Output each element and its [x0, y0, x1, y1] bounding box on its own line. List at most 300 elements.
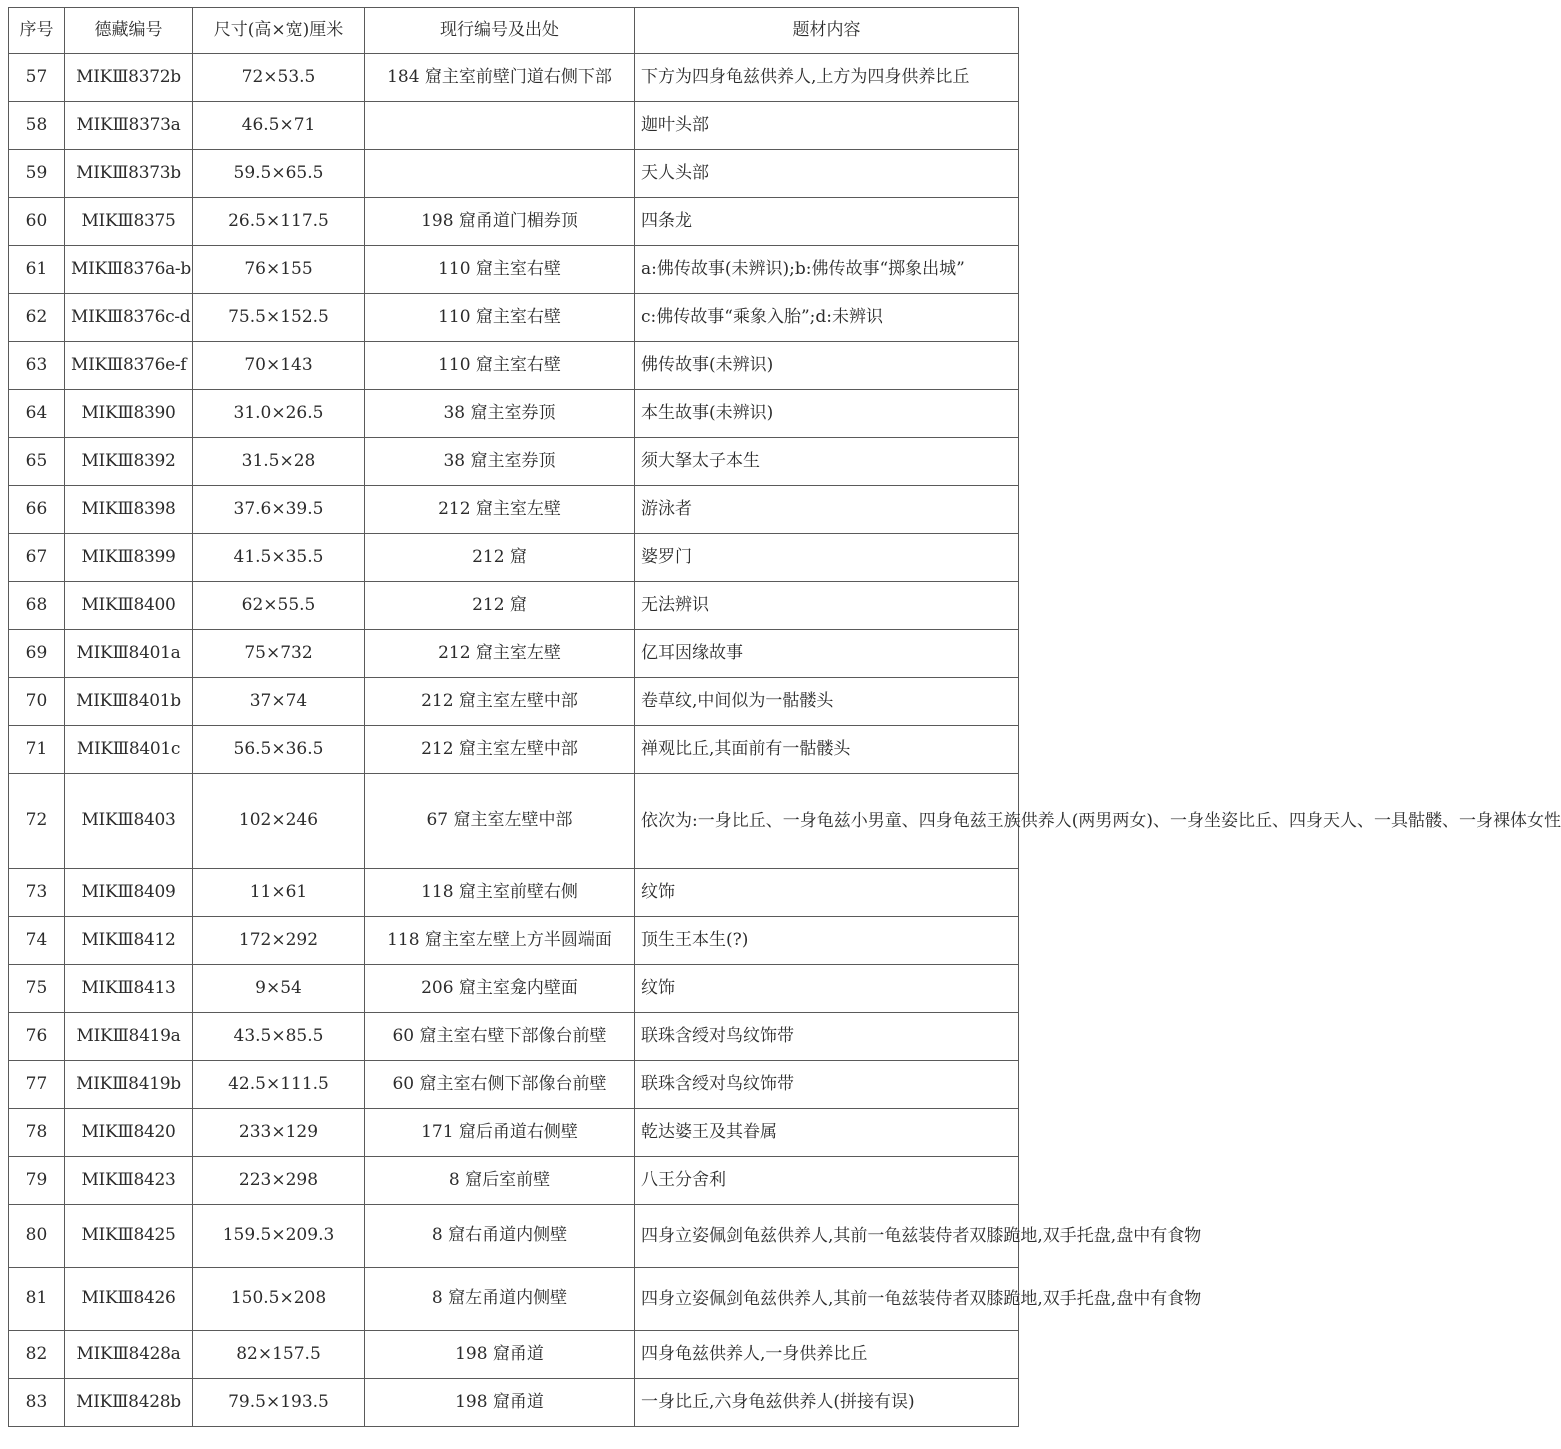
- subject-cell: [635, 1268, 1202, 1331]
- subject-cell: [635, 246, 1019, 294]
- german-id-cell: [65, 965, 193, 1013]
- subject-cell-text: 联珠含绶对鸟纹饰带: [641, 1026, 794, 1046]
- subject-cell-text: 卷草纹,中间似为一骷髅头: [641, 691, 834, 711]
- table-row: [9, 630, 1019, 678]
- location-cell: [365, 390, 635, 438]
- location-cell: [365, 1157, 635, 1205]
- german-id-cell: [65, 1061, 193, 1109]
- german-id-cell-text: MIKⅢ8376a-b: [71, 258, 191, 279]
- german-id-cell: [65, 869, 193, 917]
- table-row: [9, 246, 1019, 294]
- german-id-cell: [65, 246, 193, 294]
- subject-cell: [635, 54, 1019, 102]
- subject-cell-text: 四身龟兹供养人,一身供养比丘: [641, 1344, 868, 1364]
- row-number-cell: [9, 150, 65, 198]
- location-cell-text: 8 窟右甬道内侧壁: [431, 1225, 568, 1246]
- size-cell-text: 31.5×28: [241, 450, 316, 471]
- table-row: [9, 1379, 1019, 1427]
- german-id-cell: [65, 54, 193, 102]
- location-cell: [365, 1013, 635, 1061]
- location-cell: [365, 1379, 635, 1427]
- german-id-cell: [65, 1379, 193, 1427]
- location-cell: [365, 246, 635, 294]
- header-subject: 题材内容: [635, 8, 1019, 54]
- row-number-cell: [9, 54, 65, 102]
- size-cell: [193, 246, 365, 294]
- row-number-cell-text: 62: [25, 306, 48, 327]
- subject-cell: [635, 678, 1019, 726]
- german-id-cell-text: MIKⅢ8419a: [76, 1025, 181, 1046]
- location-cell-text: 38 窟主室券顶: [443, 450, 556, 471]
- german-id-cell-text: MIKⅢ8412: [81, 929, 176, 950]
- german-id-cell-text: MIKⅢ8419b: [76, 1073, 181, 1094]
- row-number-cell-text: 72: [25, 810, 48, 831]
- location-cell: [365, 917, 635, 965]
- table-row: [9, 390, 1019, 438]
- location-cell-text: 212 窟: [472, 546, 527, 567]
- german-id-cell-text: MIKⅢ8423: [81, 1169, 176, 1190]
- row-number-cell: [9, 917, 65, 965]
- subject-cell: [635, 1061, 1019, 1109]
- location-cell: [365, 678, 635, 726]
- size-cell-text: 56.5×36.5: [233, 738, 324, 759]
- row-number-cell: [9, 869, 65, 917]
- subject-cell: [635, 438, 1019, 486]
- location-cell: [365, 102, 635, 150]
- subject-cell-text: 天人头部: [641, 163, 709, 183]
- subject-cell: [635, 1157, 1019, 1205]
- location-cell: [365, 869, 635, 917]
- row-number-cell: [9, 1379, 65, 1427]
- table-row: [9, 774, 1019, 869]
- german-id-cell: [65, 1331, 193, 1379]
- subject-cell-text: 下方为四身龟兹供养人,上方为四身供养比丘: [641, 67, 970, 87]
- subject-cell: [635, 1379, 1019, 1427]
- location-cell: [365, 1331, 635, 1379]
- subject-cell: [635, 534, 1019, 582]
- row-number-cell-text: 60: [25, 210, 48, 231]
- subject-cell-text: 四条龙: [641, 211, 692, 231]
- location-cell: [365, 774, 635, 869]
- german-id-cell: [65, 1268, 193, 1331]
- location-cell: [365, 342, 635, 390]
- size-cell: [193, 965, 365, 1013]
- german-id-cell-text: MIKⅢ8376e-f: [71, 354, 187, 375]
- subject-cell-text: 四身立姿佩剑龟兹供养人,其前一龟兹装侍者双膝跪地,双手托盘,盘中有食物: [641, 1225, 1202, 1246]
- subject-cell: [635, 150, 1019, 198]
- size-cell-text: 42.5×111.5: [228, 1073, 329, 1094]
- german-id-cell: [65, 150, 193, 198]
- size-cell-text: 172×292: [238, 929, 319, 950]
- german-id-cell-text: MIKⅢ8376c-d: [71, 306, 191, 327]
- subject-cell: [635, 1109, 1019, 1157]
- location-cell-text: 212 窟: [472, 594, 527, 615]
- table-row: [9, 1109, 1019, 1157]
- table-row: [9, 726, 1019, 774]
- subject-cell: [635, 390, 1019, 438]
- location-cell-text: 60 窟主室右壁下部像台前壁: [392, 1025, 607, 1046]
- german-id-cell-text: MIKⅢ8375: [81, 210, 176, 231]
- german-id-cell: [65, 630, 193, 678]
- size-cell: [193, 1013, 365, 1061]
- german-id-cell-text: MIKⅢ8398: [81, 498, 176, 519]
- subject-cell-text: 迦叶头部: [641, 115, 709, 135]
- size-cell: [193, 1061, 365, 1109]
- size-cell: [193, 1379, 365, 1427]
- location-cell-text: 198 窟甬道: [455, 1391, 544, 1412]
- size-cell-text: 11×61: [249, 881, 308, 902]
- row-number-cell-text: 66: [25, 498, 48, 519]
- location-cell: [365, 726, 635, 774]
- subject-cell: [635, 1013, 1019, 1061]
- row-number-cell: [9, 294, 65, 342]
- size-cell-text: 26.5×117.5: [228, 210, 329, 231]
- table-row: [9, 54, 1019, 102]
- subject-cell: [635, 726, 1019, 774]
- size-cell-text: 31.0×26.5: [233, 402, 324, 423]
- german-id-cell: [65, 438, 193, 486]
- row-number-cell-text: 67: [25, 546, 48, 567]
- row-number-cell-text: 82: [25, 1343, 48, 1364]
- size-cell-text: 102×246: [238, 810, 319, 831]
- table-row: [9, 869, 1019, 917]
- subject-cell-text: 须大拏太子本生: [641, 451, 760, 471]
- german-id-cell: [65, 726, 193, 774]
- location-cell-text: 8 窟左甬道内侧壁: [431, 1288, 568, 1309]
- subject-cell-text: 顶生王本生(?): [641, 930, 749, 950]
- size-cell-text: 233×129: [238, 1121, 319, 1142]
- table-header-row: [9, 8, 1019, 54]
- german-id-cell: [65, 342, 193, 390]
- location-cell-text: 212 窟主室左壁中部: [421, 690, 578, 711]
- german-id-cell-text: MIKⅢ8409: [81, 881, 176, 902]
- row-number-cell: [9, 1109, 65, 1157]
- table-row: [9, 534, 1019, 582]
- row-number-cell-text: 68: [25, 594, 48, 615]
- german-id-cell-text: MIKⅢ8401c: [76, 738, 181, 759]
- location-cell: [365, 198, 635, 246]
- size-cell: [193, 678, 365, 726]
- table-row: [9, 486, 1019, 534]
- header-current-location: 现行编号及出处: [365, 8, 635, 54]
- size-cell: [193, 342, 365, 390]
- row-number-cell: [9, 726, 65, 774]
- subject-cell: [635, 1331, 1019, 1379]
- german-id-cell: [65, 774, 193, 869]
- size-cell-text: 37.6×39.5: [233, 498, 324, 519]
- location-cell: [365, 1109, 635, 1157]
- location-cell-text: 118 窟主室左壁上方半圆端面: [387, 929, 612, 950]
- subject-cell-text: 无法辨识: [641, 595, 709, 615]
- size-cell: [193, 869, 365, 917]
- subject-cell-text: 一身比丘,六身龟兹供养人(拼接有误): [641, 1392, 915, 1412]
- german-id-cell: [65, 390, 193, 438]
- german-id-cell: [65, 198, 193, 246]
- size-cell: [193, 630, 365, 678]
- table-row: [9, 1013, 1019, 1061]
- table-row: [9, 198, 1019, 246]
- header-german-id: 德藏编号: [65, 8, 193, 54]
- size-cell: [193, 917, 365, 965]
- subject-cell: [635, 102, 1019, 150]
- row-number-cell-text: 79: [25, 1169, 48, 1190]
- size-cell-text: 79.5×193.5: [228, 1391, 329, 1412]
- table-row: [9, 582, 1019, 630]
- size-cell-text: 223×298: [238, 1169, 319, 1190]
- german-id-cell: [65, 486, 193, 534]
- table-row: [9, 965, 1019, 1013]
- row-number-cell: [9, 1157, 65, 1205]
- size-cell-text: 9×54: [255, 977, 302, 998]
- subject-cell-text: 婆罗门: [641, 547, 692, 567]
- row-number-cell: [9, 582, 65, 630]
- row-number-cell-text: 57: [25, 66, 48, 87]
- size-cell: [193, 534, 365, 582]
- table-row: [9, 102, 1019, 150]
- subject-cell-text: 游泳者: [641, 499, 692, 519]
- row-number-cell-text: 63: [25, 354, 48, 375]
- german-id-cell: [65, 1205, 193, 1268]
- german-id-cell-text: MIKⅢ8400: [81, 594, 176, 615]
- german-id-cell-text: MIKⅢ8390: [81, 402, 176, 423]
- row-number-cell-text: 78: [25, 1121, 48, 1142]
- row-number-cell: [9, 390, 65, 438]
- table-row: [9, 438, 1019, 486]
- subject-cell-text: 乾达婆王及其眷属: [641, 1122, 777, 1142]
- subject-cell-text: a:佛传故事(未辨识);b:佛传故事“掷象出城”: [641, 259, 965, 279]
- row-number-cell-text: 75: [25, 977, 48, 998]
- row-number-cell-text: 64: [25, 402, 48, 423]
- german-id-cell: [65, 582, 193, 630]
- german-id-cell-text: MIKⅢ8373a: [76, 114, 181, 135]
- row-number-cell-text: 83: [25, 1391, 48, 1412]
- table-row: [9, 1268, 1019, 1331]
- german-id-cell: [65, 102, 193, 150]
- row-number-cell: [9, 534, 65, 582]
- location-cell: [365, 486, 635, 534]
- header-size: 尺寸(高×宽)厘米: [193, 8, 365, 54]
- size-cell: [193, 486, 365, 534]
- size-cell-text: 59.5×65.5: [233, 162, 324, 183]
- location-cell-text: 110 窟主室右壁: [438, 258, 561, 279]
- row-number-cell: [9, 486, 65, 534]
- size-cell: [193, 774, 365, 869]
- german-id-cell: [65, 678, 193, 726]
- row-number-cell: [9, 1268, 65, 1331]
- subject-cell: [635, 198, 1019, 246]
- location-cell-text: 212 窟主室左壁: [438, 498, 561, 519]
- subject-cell-text: 本生故事(未辨识): [641, 403, 774, 423]
- row-number-cell: [9, 630, 65, 678]
- size-cell-text: 62×55.5: [241, 594, 316, 615]
- location-cell: [365, 294, 635, 342]
- row-number-cell: [9, 246, 65, 294]
- location-cell-text: 110 窟主室右壁: [438, 354, 561, 375]
- size-cell: [193, 294, 365, 342]
- table-row: [9, 150, 1019, 198]
- size-cell: [193, 198, 365, 246]
- table-row: [9, 342, 1019, 390]
- german-id-cell-text: MIKⅢ8372b: [76, 66, 181, 87]
- table-row: [9, 678, 1019, 726]
- subject-cell: [635, 774, 1561, 869]
- location-cell-text: 110 窟主室右壁: [438, 306, 561, 327]
- german-id-cell: [65, 1109, 193, 1157]
- row-number-cell-text: 80: [25, 1225, 48, 1246]
- size-cell-text: 43.5×85.5: [233, 1025, 324, 1046]
- size-cell-text: 41.5×35.5: [233, 546, 324, 567]
- size-cell-text: 46.5×71: [241, 114, 316, 135]
- german-id-cell-text: MIKⅢ8401b: [76, 690, 181, 711]
- row-number-cell: [9, 342, 65, 390]
- row-number-cell: [9, 1331, 65, 1379]
- table-row: [9, 1331, 1019, 1379]
- location-cell: [365, 965, 635, 1013]
- size-cell: [193, 1109, 365, 1157]
- subject-cell: [635, 630, 1019, 678]
- subject-cell: [635, 965, 1019, 1013]
- row-number-cell-text: 58: [25, 114, 48, 135]
- table-row: [9, 1157, 1019, 1205]
- subject-cell: [635, 486, 1019, 534]
- mural-catalog-table: [8, 7, 1561, 1427]
- location-cell: [365, 630, 635, 678]
- row-number-cell: [9, 102, 65, 150]
- row-number-cell: [9, 198, 65, 246]
- size-cell-text: 159.5×209.3: [222, 1225, 335, 1246]
- subject-cell-text: 佛传故事(未辨识): [641, 355, 774, 375]
- table-body: [9, 54, 1561, 1427]
- row-number-cell-text: 77: [25, 1073, 48, 1094]
- size-cell: [193, 390, 365, 438]
- row-number-cell-text: 74: [25, 929, 48, 950]
- size-cell-text: 76×155: [244, 258, 313, 279]
- subject-cell: [635, 917, 1019, 965]
- size-cell: [193, 1268, 365, 1331]
- subject-cell: [635, 582, 1019, 630]
- german-id-cell-text: MIKⅢ8392: [81, 450, 176, 471]
- size-cell: [193, 1205, 365, 1268]
- german-id-cell-text: MIKⅢ8403: [81, 810, 176, 831]
- location-cell-text: 212 窟主室左壁: [438, 642, 561, 663]
- subject-cell-text: 联珠含绶对鸟纹饰带: [641, 1074, 794, 1094]
- subject-cell: [635, 869, 1019, 917]
- row-number-cell: [9, 965, 65, 1013]
- location-cell-text: 198 窟甬道门楣券顶: [421, 210, 578, 231]
- size-cell: [193, 438, 365, 486]
- size-cell-text: 75×732: [244, 642, 313, 663]
- subject-cell-text: 依次为:一身比丘、一身龟兹小男童、四身龟兹王族供养人(两男两女)、一身坐姿比丘、四身天人、一具骷髅、一身裸体女性: [641, 810, 1561, 831]
- location-cell: [365, 1205, 635, 1268]
- location-cell: [365, 582, 635, 630]
- table-row: [9, 294, 1019, 342]
- subject-cell-text: 四身立姿佩剑龟兹供养人,其前一龟兹装侍者双膝跪地,双手托盘,盘中有食物: [641, 1288, 1202, 1309]
- subject-cell: [635, 1205, 1202, 1268]
- size-cell: [193, 726, 365, 774]
- location-cell: [365, 150, 635, 198]
- location-cell: [365, 1061, 635, 1109]
- location-cell-text: 212 窟主室左壁中部: [421, 738, 578, 759]
- table-row: [9, 1061, 1019, 1109]
- location-cell-text: 184 窟主室前壁门道右侧下部: [387, 66, 612, 87]
- german-id-cell-text: MIKⅢ8413: [81, 977, 176, 998]
- location-cell: [365, 54, 635, 102]
- size-cell: [193, 1157, 365, 1205]
- size-cell-text: 72×53.5: [241, 66, 316, 87]
- size-cell-text: 70×143: [244, 354, 313, 375]
- row-number-cell: [9, 774, 65, 869]
- header-number: 序号: [9, 8, 65, 54]
- german-id-cell-text: MIKⅢ8428b: [76, 1391, 181, 1412]
- row-number-cell: [9, 678, 65, 726]
- row-number-cell-text: 70: [25, 690, 48, 711]
- location-cell: [365, 1268, 635, 1331]
- size-cell-text: 75.5×152.5: [228, 306, 329, 327]
- subject-cell-text: c:佛传故事“乘象入胎”;d:未辨识: [641, 307, 883, 327]
- subject-cell: [635, 342, 1019, 390]
- subject-cell-text: 禅观比丘,其面前有一骷髅头: [641, 739, 851, 759]
- row-number-cell-text: 71: [25, 738, 48, 759]
- location-cell-text: 198 窟甬道: [455, 1343, 544, 1364]
- german-id-cell-text: MIKⅢ8420: [81, 1121, 176, 1142]
- location-cell: [365, 534, 635, 582]
- location-cell-text: 38 窟主室券顶: [443, 402, 556, 423]
- subject-cell-text: 纹饰: [641, 882, 675, 902]
- location-cell-text: 118 窟主室前壁右侧: [421, 881, 578, 902]
- location-cell-text: 206 窟主室龛内壁面: [421, 977, 578, 998]
- location-cell: [365, 438, 635, 486]
- table-row: [9, 917, 1019, 965]
- german-id-cell: [65, 1013, 193, 1061]
- size-cell: [193, 582, 365, 630]
- german-id-cell: [65, 1157, 193, 1205]
- size-cell: [193, 150, 365, 198]
- subject-cell-text: 八王分舍利: [641, 1170, 726, 1190]
- size-cell: [193, 1331, 365, 1379]
- german-id-cell-text: MIKⅢ8426: [81, 1288, 176, 1309]
- row-number-cell: [9, 1061, 65, 1109]
- location-cell-text: 67 窟主室左壁中部: [426, 810, 573, 831]
- german-id-cell-text: MIKⅢ8373b: [76, 162, 181, 183]
- location-cell-text: 60 窟主室右侧下部像台前壁: [392, 1073, 607, 1094]
- row-number-cell-text: 65: [25, 450, 48, 471]
- size-cell: [193, 54, 365, 102]
- size-cell-text: 82×157.5: [236, 1343, 321, 1364]
- table-row: [9, 1205, 1019, 1268]
- german-id-cell-text: MIKⅢ8401a: [76, 642, 181, 663]
- german-id-cell: [65, 534, 193, 582]
- subject-cell-text: 纹饰: [641, 978, 675, 998]
- german-id-cell-text: MIKⅢ8428a: [76, 1343, 181, 1364]
- size-cell-text: 37×74: [249, 690, 308, 711]
- row-number-cell-text: 76: [25, 1025, 48, 1046]
- subject-cell-text: 亿耳因缘故事: [641, 643, 743, 663]
- row-number-cell-text: 73: [25, 881, 48, 902]
- german-id-cell: [65, 917, 193, 965]
- german-id-cell-text: MIKⅢ8425: [81, 1225, 176, 1246]
- subject-cell: [635, 294, 1019, 342]
- row-number-cell: [9, 1205, 65, 1268]
- row-number-cell: [9, 438, 65, 486]
- size-cell: [193, 102, 365, 150]
- row-number-cell-text: 61: [25, 258, 48, 279]
- size-cell-text: 150.5×208: [230, 1288, 327, 1309]
- row-number-cell-text: 69: [25, 642, 48, 663]
- location-cell-text: 171 窟后甬道右侧壁: [421, 1121, 578, 1142]
- german-id-cell: [65, 294, 193, 342]
- location-cell-text: 8 窟后室前壁: [448, 1169, 551, 1190]
- row-number-cell-text: 59: [25, 162, 48, 183]
